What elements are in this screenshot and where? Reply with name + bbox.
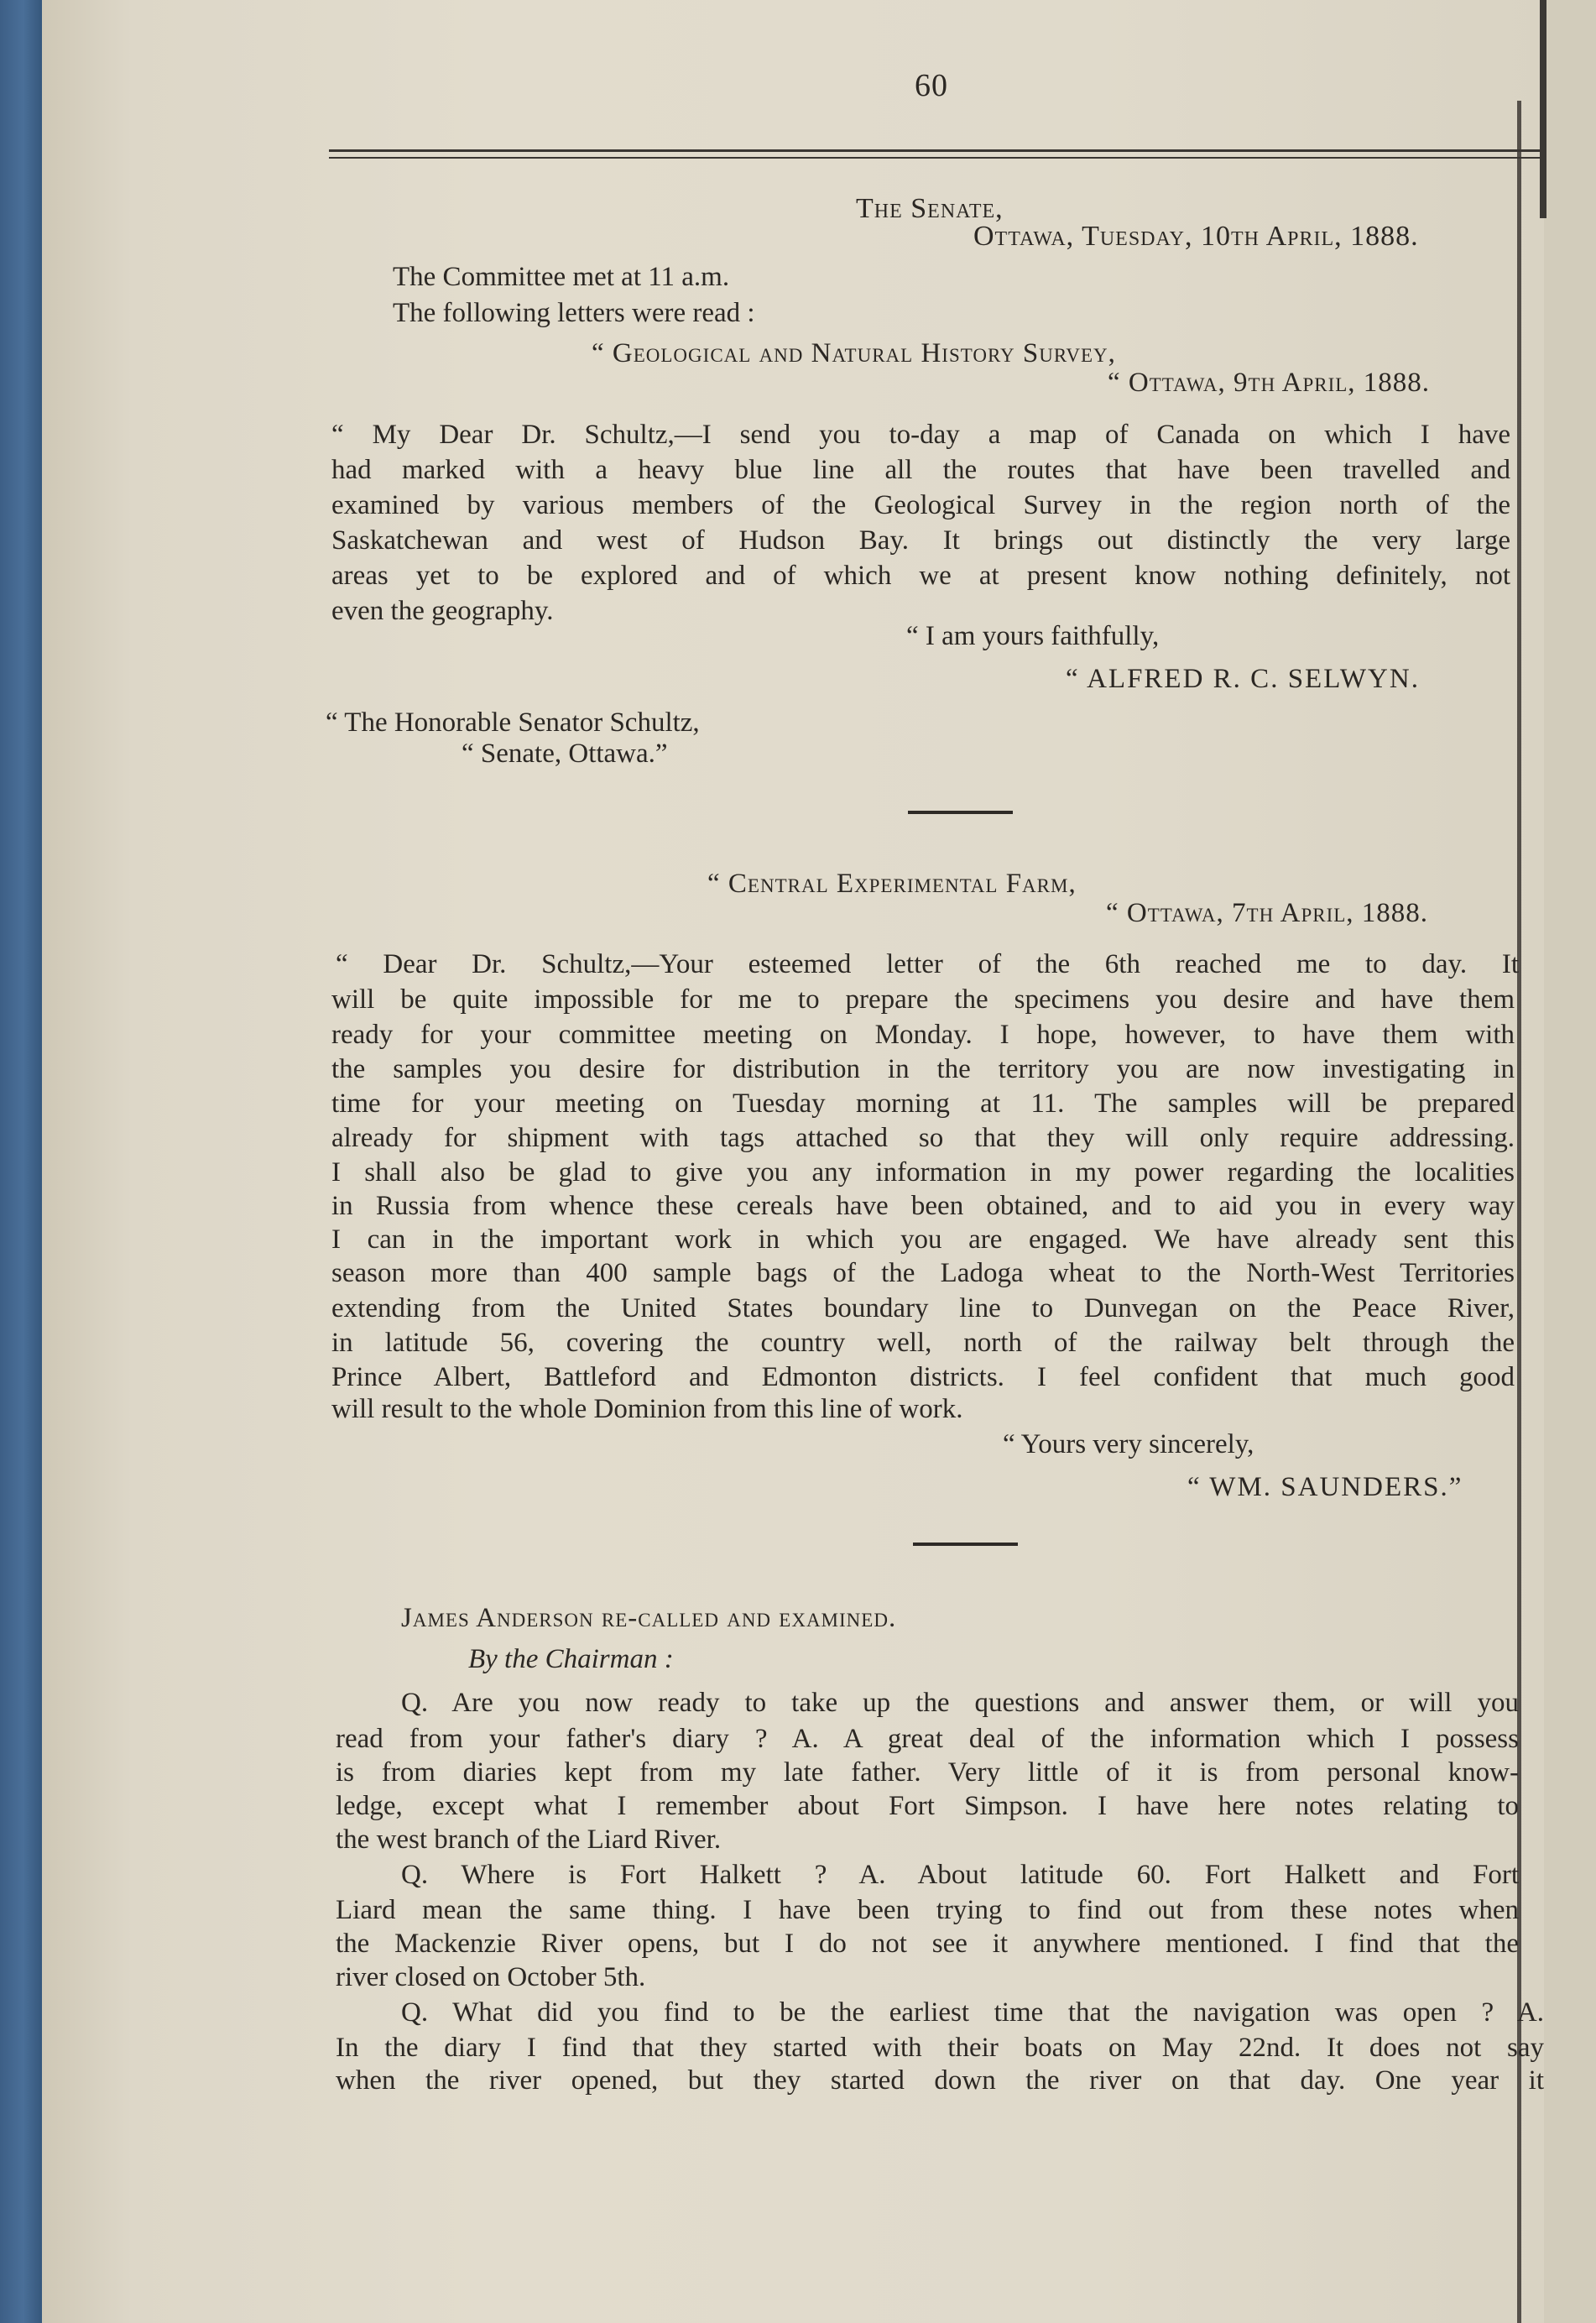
- letter2-line: in Russia from whence these cereals have been obtained, and to aid you in every way: [331, 1191, 1515, 1221]
- testimony-line: read from your father's diary ? A. A great deal of the information which I possess: [336, 1724, 1519, 1754]
- letter2-line: I can in the important work in which you are engaged. We have already sent this: [331, 1224, 1515, 1255]
- header-rule-thin: [329, 157, 1541, 159]
- witness-heading: James Anderson re-called and examined.: [401, 1603, 897, 1633]
- letter1-addressee-1: “ The Honorable Senator Schultz,: [326, 707, 700, 738]
- letter1-heading-2: “ Ottawa, 9th April, 1888.: [1108, 368, 1431, 398]
- letter2-line: already for shipment with tags attached so that they will only require addressing.: [331, 1123, 1515, 1153]
- letter2-line: will be quite impossible for me to prepare the specimens you desire and have them: [331, 984, 1515, 1015]
- letter2-signature: “ WM. SAUNDERS.”: [1187, 1472, 1463, 1502]
- testimony-line: Q. Are you now ready to take up the questions and answer them, or will you: [401, 1688, 1519, 1718]
- letter1-addressee-2: “ Senate, Ottawa.”: [462, 739, 668, 769]
- testimony-line: Liard mean the same thing. I have been trying to find out from these notes when: [336, 1895, 1519, 1925]
- testimony-line: the west branch of the Liard River.: [336, 1824, 722, 1855]
- letter1-line: had marked with a heavy blue line all the routes that have been travelled and: [331, 455, 1510, 485]
- letter1-line: areas yet to be explored and of which we at present know nothing definitely, not: [331, 561, 1510, 591]
- testimony-line: Q. Where is Fort Halkett ? A. About latitude 60. Fort Halkett and Fort: [401, 1860, 1519, 1890]
- letter2-line: time for your meeting on Tuesday morning at 11. The samples will be prepared: [331, 1088, 1515, 1119]
- intro-line-1: The Committee met at 11 a.m.: [393, 262, 730, 292]
- page-gutter-line: [1517, 101, 1521, 2323]
- header-rule: [329, 149, 1541, 152]
- letter2-line: “ Dear Dr. Schultz,—Your esteemed letter of the 6th reached me to day. It: [336, 949, 1519, 979]
- letter1-signature: “ ALFRED R. C. SELWYN.: [1066, 664, 1420, 694]
- testimony-line: In the diary I find that they started with their boats on May 22nd. It does not say: [336, 2033, 1544, 2063]
- book-cover-edge: [0, 0, 42, 2323]
- letter2-closing: “ Yours very sincerely,: [1003, 1429, 1254, 1459]
- testimony-line: the Mackenzie River opens, but I do not see it anywhere mentioned. I find that the: [336, 1929, 1519, 1959]
- letter1-line: even the geography.: [331, 596, 554, 626]
- spine-fold: [1540, 0, 1546, 218]
- facing-page-edge: [1544, 0, 1596, 2323]
- testimony-line: is from diaries kept from my late father. Very little of it is from personal know-: [336, 1757, 1519, 1788]
- intro-line-2: The following letters were read :: [393, 298, 755, 328]
- letter2-line: season more than 400 sample bags of the Ladoga wheat to the North-West Territories: [331, 1258, 1515, 1288]
- letter2-line: the samples you desire for distribution in the territory you are now investigating in: [331, 1054, 1515, 1084]
- letter2-line: ready for your committee meeting on Monday. I hope, however, to have them with: [331, 1020, 1515, 1050]
- letter2-line: Prince Albert, Battleford and Edmonton districts. I feel confident that much good: [331, 1362, 1515, 1392]
- testimony-line: river closed on October 5th.: [336, 1962, 646, 1992]
- letter2-line: in latitude 56, covering the country well, north of the railway belt through the: [331, 1328, 1515, 1358]
- letter1-closing: “ I am yours faithfully,: [906, 621, 1160, 651]
- letter2-line: I shall also be glad to give you any information in my power regarding the localities: [331, 1157, 1515, 1188]
- section-divider: [908, 811, 1013, 814]
- section-divider: [913, 1543, 1018, 1546]
- letter1-line: examined by various members of the Geological Survey in the region north of the: [331, 490, 1510, 520]
- page-number: 60: [915, 68, 948, 103]
- letter1-line: “ My Dear Dr. Schultz,—I send you to-day a map of Canada on which I have: [331, 420, 1510, 450]
- letter1-line: Saskatchewan and west of Hudson Bay. It brings out distinctly the very large: [331, 525, 1510, 556]
- testimony-line: ledge, except what I remember about Fort Simpson. I have here notes relating to: [336, 1791, 1519, 1821]
- testimony-line: Q. What did you find to be the earliest time that the navigation was open ? A.: [401, 1997, 1544, 2028]
- letter2-heading-2: “ Ottawa, 7th April, 1888.: [1106, 898, 1429, 928]
- letter1-heading-1: “ Geological and Natural History Survey,: [592, 338, 1116, 368]
- letter2-line: extending from the United States boundary line to Dunvegan on the Peace River,: [331, 1293, 1515, 1323]
- examiner-heading: By the Chairman :: [468, 1644, 674, 1674]
- letter2-line: will result to the whole Dominion from this line of work.: [331, 1394, 963, 1424]
- header-place-date: Ottawa, Tuesday, 10th April, 1888.: [973, 221, 1419, 252]
- header-senate: The Senate,: [856, 193, 1004, 224]
- testimony-line: when the river opened, but they started down the river on that day. One year it: [336, 2065, 1544, 2096]
- letter2-heading-1: “ Central Experimental Farm,: [707, 869, 1077, 899]
